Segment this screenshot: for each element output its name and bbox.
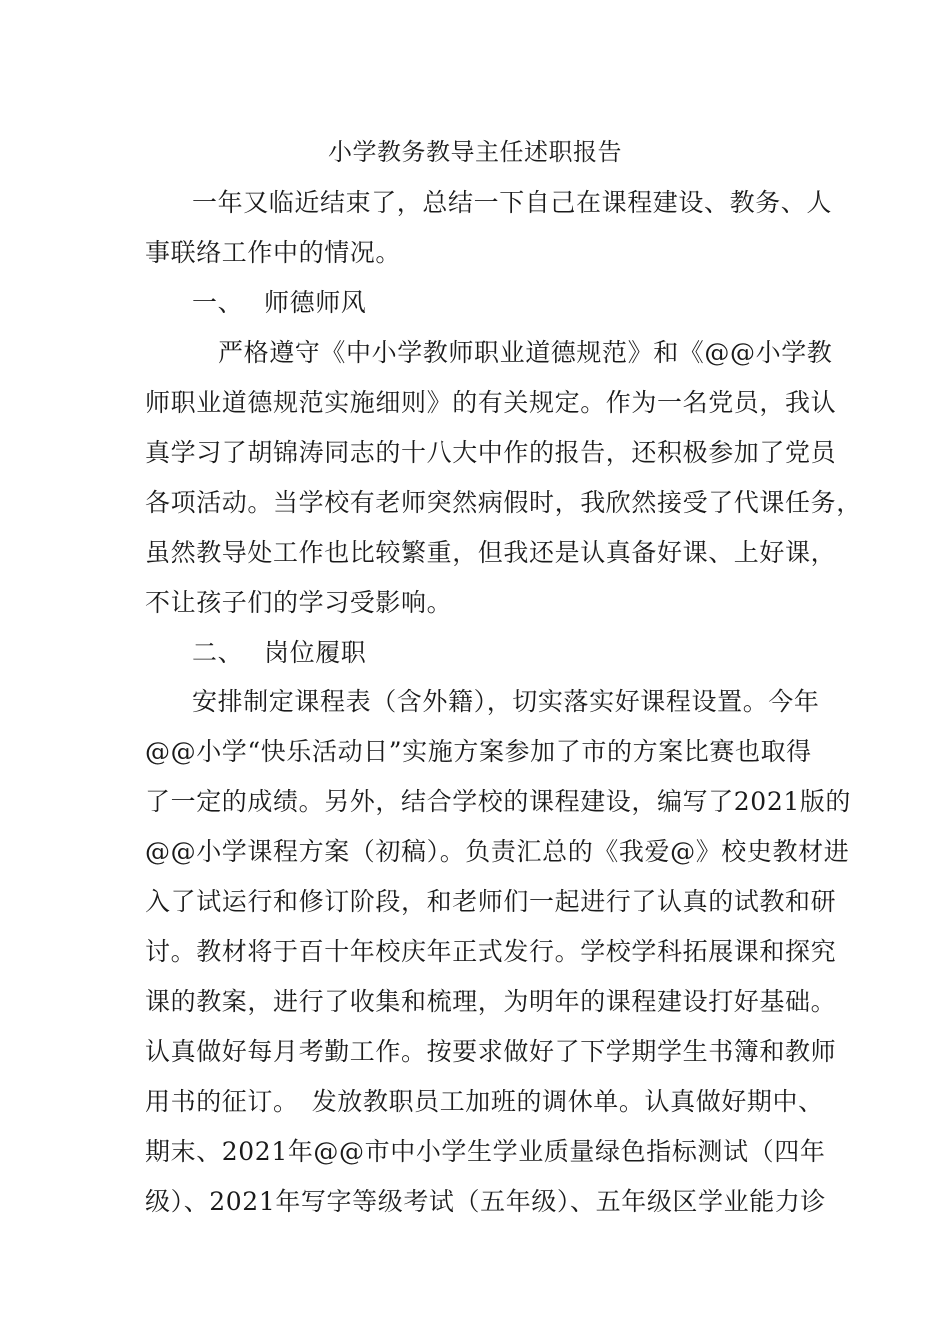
paragraph-line: 期末、2021年@@市中小学生学业质量绿色指标测试（四年: [145, 1137, 826, 1166]
document-title: 小学教务教导主任述职报告: [328, 138, 622, 166]
paragraph-line: 级）、2021年写字等级考试（五年级）、五年级区学业能力诊: [145, 1187, 827, 1216]
paragraph-line: 用书的征订。 发放教职员工加班的调休单。认真做好期中、: [145, 1087, 824, 1116]
paragraph-line: @@小学“快乐活动日”实施方案参加了市的方案比赛也取得: [145, 737, 812, 766]
paragraph-line: 虽然教导处工作也比较繁重，但我还是认真备好课、上好课，: [145, 538, 837, 567]
paragraph-line: @@小学课程方案（初稿）。负责汇总的《我爱@》校史教材进: [145, 837, 850, 866]
paragraph-line: 入了试运行和修订阶段，和老师们一起进行了认真的试教和研: [145, 887, 837, 916]
paragraph-line: 真学习了胡锦涛同志的十八大中作的报告，还积极参加了党员: [145, 438, 837, 467]
paragraph-line: 讨。教材将于百十年校庆年正式发行。学校学科拓展课和探究: [145, 937, 837, 966]
paragraph-line: 了一定的成绩。另外，结合学校的课程建设，编写了2021版的: [145, 787, 852, 816]
section-title: 岗位履职: [264, 638, 367, 667]
paragraph-line: 安排制定课程表（含外籍），切实落实好课程设置。今年: [192, 687, 820, 716]
section-heading-2: [192, 633, 366, 673]
paragraph-line: 认真做好每月考勤工作。按要求做好了下学期学生书簿和教师: [145, 1037, 837, 1066]
paragraph-line: 不让孩子们的学习受影响。: [145, 588, 453, 617]
paragraph-line: 一年又临近结束了，总结一下自己在课程建设、教务、人: [192, 188, 833, 217]
paragraph-line: 各项活动。当学校有老师突然病假时，我欣然接受了代课任务，: [145, 488, 862, 517]
paragraph-line: 严格遵守《中小学教师职业道德规范》和《@@小学教: [218, 338, 833, 367]
section-number: 二、: [192, 638, 244, 667]
section-heading-1: [192, 283, 366, 323]
section-title: 师德师风: [264, 288, 367, 317]
paragraph-line: 事联络工作中的情况。: [145, 238, 402, 267]
section-number: 一、: [192, 288, 244, 317]
paragraph-line: 师职业道德规范实施细则》的有关规定。作为一名党员，我认: [145, 388, 837, 417]
paragraph-line: 课的教案，进行了收集和梳理，为明年的课程建设打好基础。: [145, 987, 837, 1016]
